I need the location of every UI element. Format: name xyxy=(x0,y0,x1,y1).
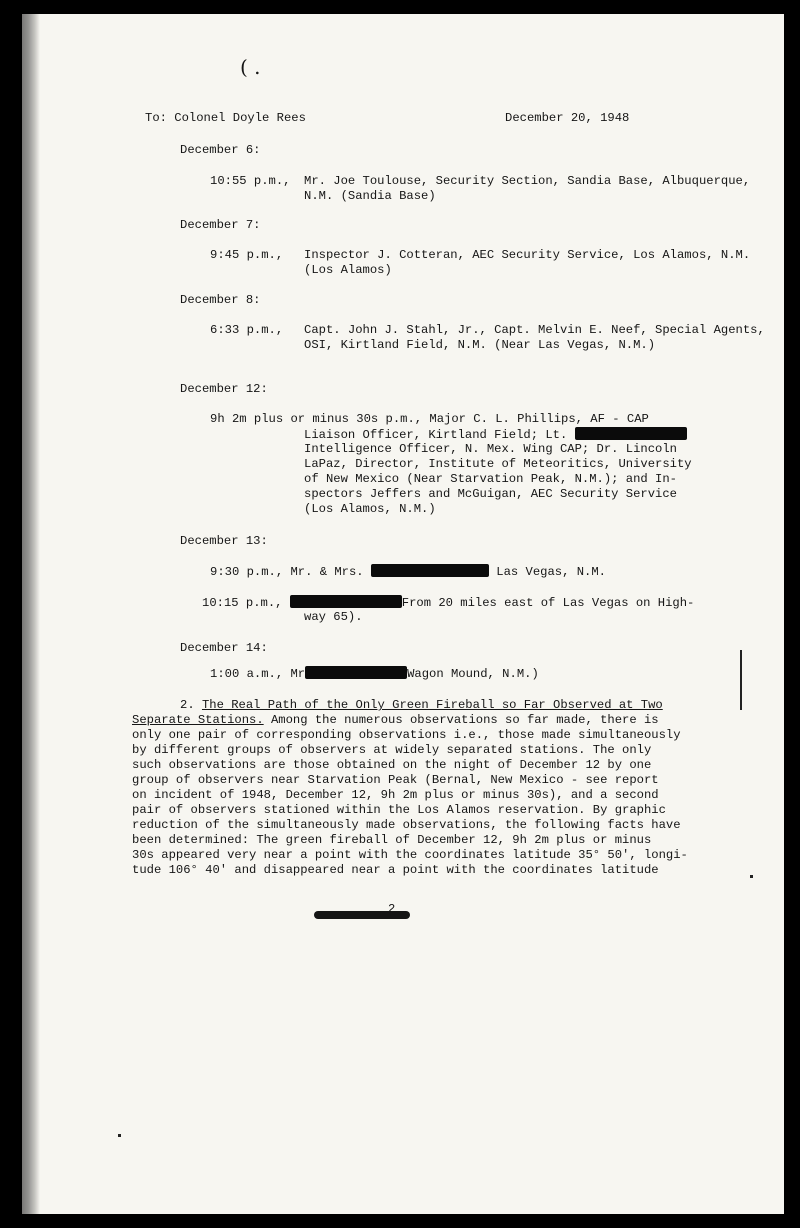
observation-text-line: Intelligence Officer, N. Mex. Wing CAP; Dr. Lincoln xyxy=(304,442,677,456)
observation-time: 9:45 p.m., xyxy=(210,248,284,262)
observation-text-line: of New Mexico (Near Starvation Peak, N.M.); and In- xyxy=(304,472,677,486)
paragraph-line: been determined: The green fireball of December 12, 9h 2m plus or minus xyxy=(132,833,652,847)
redaction-bar xyxy=(305,666,407,679)
observation-text: Inspector J. Cotteran, AEC Security Service, Los Alamos, N.M. (Los Alamos) xyxy=(304,248,751,277)
paragraph-line: such observations are those obtained on the night of December 12 by one xyxy=(132,758,652,772)
entry-date: December 6: xyxy=(180,143,261,157)
observation-time: 10:55 p.m., xyxy=(210,174,291,188)
heading-text: Separate Stations. xyxy=(132,713,264,727)
observation-time: 9:30 p.m., xyxy=(210,565,284,579)
memo-date: December 20, 1948 xyxy=(505,111,630,125)
entry-date: December 14: xyxy=(180,641,268,655)
redaction-bar xyxy=(290,595,402,608)
entry-date: December 13: xyxy=(180,534,268,548)
observation-text: Capt. John J. Stahl, Jr., Capt. Melvin E. Neef, Special Agents, OSI, Kirtland Field, N.M. (Near Las Vegas, N.M.) xyxy=(304,323,765,352)
observation-entry: 1:00 a.m., Mr Wagon Mound, N.M.) xyxy=(210,667,539,681)
observation-text-line: way 65). xyxy=(304,610,363,624)
paragraph-first-line: Separate Stations. Among the numerous observations so far made, there is xyxy=(132,713,659,727)
paragraph-number: 2. xyxy=(180,698,195,712)
paragraph-line: reduction of the simultaneously made observations, the following facts have xyxy=(132,818,681,832)
paragraph-line: by different groups of observers at widely separated stations. The only xyxy=(132,743,652,757)
redaction-bar xyxy=(371,564,489,577)
redaction-bar xyxy=(575,427,687,440)
recipient-line: To: Colonel Doyle Rees xyxy=(145,111,306,125)
observation-time: 6:33 p.m., xyxy=(210,323,284,337)
memo-body xyxy=(22,14,784,1214)
entry-date: December 12: xyxy=(180,382,268,396)
paragraph-line: pair of observers stationed within the Los Alamos reservation. By graphic xyxy=(132,803,666,817)
paragraph-heading xyxy=(180,698,663,713)
observation-text-line: spectors Jeffers and McGuigan, AEC Security Service xyxy=(304,487,677,501)
page-number-strike xyxy=(314,911,410,919)
paragraph-line: group of observers near Starvation Peak (Bernal, New Mexico - see report xyxy=(132,773,659,787)
entry-date: December 8: xyxy=(180,293,261,307)
observation-text-line: LaPaz, Director, Institute of Meteoritics, University xyxy=(304,457,692,471)
scan-mark xyxy=(740,650,742,710)
observation-text: Mr. Joe Toulouse, Security Section, Sandia Base, Albuquerque, N.M. (Sandia Base) xyxy=(304,174,751,203)
scan-mark xyxy=(750,875,753,878)
paragraph-line: on incident of 1948, December 12, 9h 2m plus or minus 30s), and a second xyxy=(132,788,659,802)
observation-entry: 10:15 p.m., From 20 miles east of Las Vegas on High- xyxy=(202,596,695,610)
page-number: 2 xyxy=(388,902,396,916)
scan-mark xyxy=(118,1134,121,1137)
paragraph-line: tude 106° 40' and disappeared near a point with the coordinates latitude xyxy=(132,863,659,877)
observation-text-line: Liaison Officer, Kirtland Field; Lt. xyxy=(304,427,687,443)
observation-entry xyxy=(210,174,765,204)
observation-entry xyxy=(210,248,765,278)
paragraph-line: only one pair of corresponding observations i.e., those made simultaneously xyxy=(132,728,681,742)
document-page xyxy=(22,14,784,1214)
observation-time: 10:15 p.m., xyxy=(202,596,283,610)
paren-mark: ( . xyxy=(240,55,261,79)
paragraph-line: 30s appeared very near a point with the coordinates latitude 35° 50', longi- xyxy=(132,848,688,862)
observation-entry: 9:30 p.m., Mr. & Mrs. Las Vegas, N.M. xyxy=(210,565,606,579)
observation-text-line: (Los Alamos, N.M.) xyxy=(304,502,436,516)
entry-date: December 7: xyxy=(180,218,261,232)
observation-time: 1:00 a.m., xyxy=(210,667,284,681)
observation-entry xyxy=(210,323,765,353)
heading-text: The Real Path of the Only Green Fireball so Far Observed at Two xyxy=(201,698,663,712)
observation-time-line: 9h 2m plus or minus 30s p.m., Major C. L. Phillips, AF - CAP xyxy=(210,412,649,426)
